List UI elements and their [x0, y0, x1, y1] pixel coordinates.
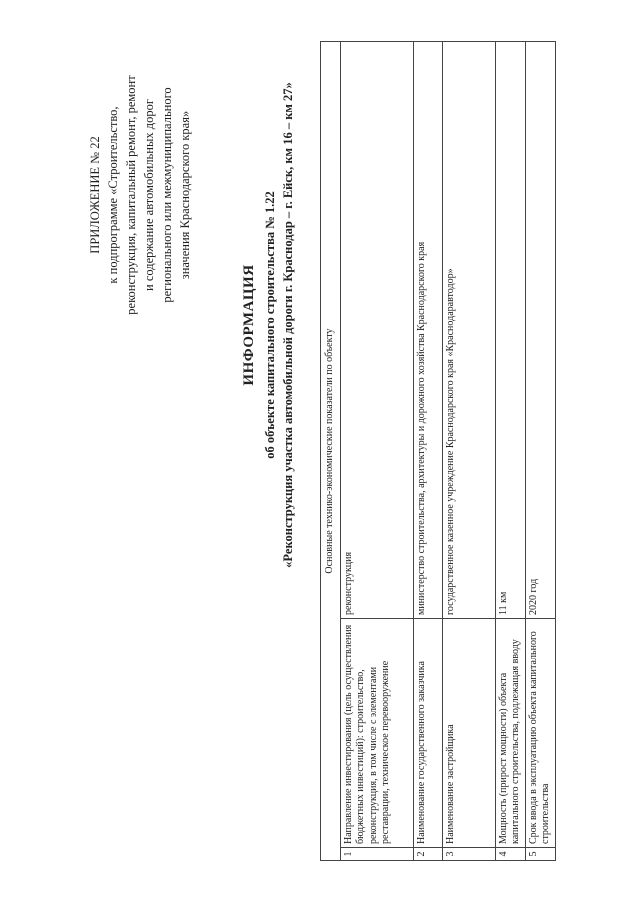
row-number: 3 [442, 848, 495, 861]
row-value: министерство строительства, архитектуры и дорожного хозяйства Краснодарского края [413, 42, 442, 619]
table-row [413, 42, 442, 861]
appendix-line: ПРИЛОЖЕНИЕ № 22 [88, 136, 102, 254]
table-row [340, 42, 413, 861]
document-title [240, 45, 296, 605]
row-value: 2020 год [525, 42, 555, 619]
table-row [442, 42, 495, 861]
table-header-row [321, 42, 341, 861]
appendix-header [86, 45, 194, 345]
appendix-line: и содержание автомобильных дорог [142, 99, 156, 291]
appendix-line: к подпрограмме «Строительство, [106, 106, 120, 284]
indicators-table [320, 41, 556, 861]
row-parameter: Наименование застройщика [442, 619, 495, 848]
title-sub: об объекте капитального строительства № 1.22 [263, 191, 277, 459]
row-parameter: Срок ввода в эксплуатацию объекта капитального строительства [525, 619, 555, 848]
title-main: ИНФОРМАЦИЯ [241, 264, 257, 386]
row-parameter: Наименование государственного заказчика [413, 619, 442, 848]
row-number: 2 [413, 848, 442, 861]
row-parameter: Направление инвестирования (цель осуществления бюджетных инвестиций): строительство, реконструкция, в том числе с элементами реставрации, техническое перевооружение [340, 619, 413, 848]
appendix-line: реконструкция, капитальный ремонт, ремонт [124, 75, 138, 315]
row-value: реконструкция [340, 42, 413, 619]
table-row [525, 42, 555, 861]
appendix-line: регионального или межмуниципального [160, 87, 174, 303]
table-header: Основные технико-экономические показатели по объекту [321, 42, 341, 861]
row-value: государственное казенное учреждение Краснодарского края «Краснодаравтодор» [442, 42, 495, 619]
title-object: «Реконструкция участка автомобильной дороги г. Краснодар – г. Ейск, км 16 – км 27» [281, 82, 295, 568]
appendix-line: значения Краснодарского края» [178, 110, 192, 280]
row-number: 5 [525, 848, 555, 861]
row-number: 4 [495, 848, 525, 861]
row-number: 1 [340, 848, 413, 861]
row-parameter: Мощность (прирост мощности) объекта капитального строительства, подлежащая вводу [495, 619, 525, 848]
table-row [495, 42, 525, 861]
row-value: 11 км [495, 42, 525, 619]
